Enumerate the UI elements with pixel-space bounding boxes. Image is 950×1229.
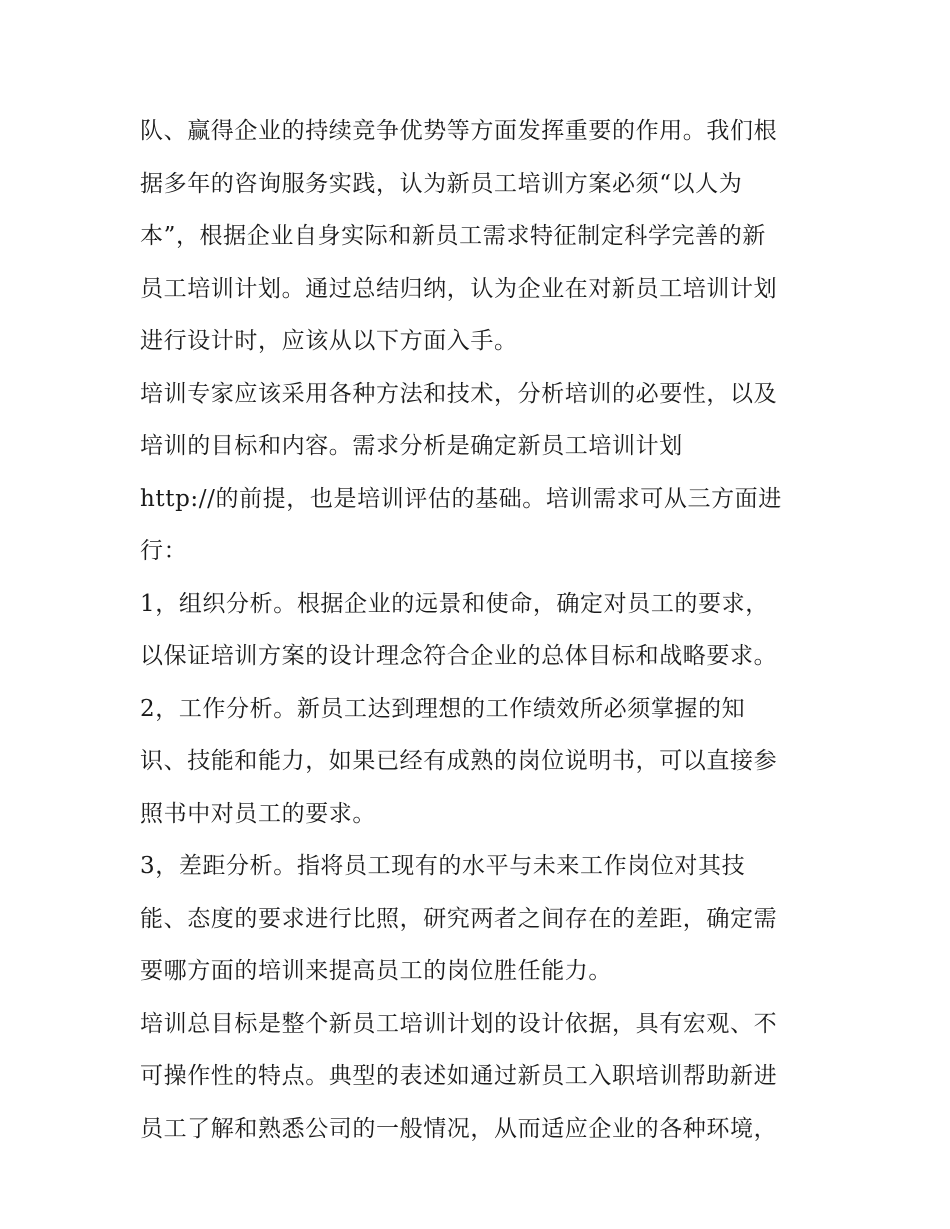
text-line: 队、赢得企业的持续竞争优势等方面发挥重要的作用。我们根: [140, 118, 778, 144]
text-line: 行：: [140, 538, 188, 564]
document-body: [140, 110, 830, 1160]
text-line: 1，组织分析。根据企业的远景和使命，确定对员工的要求，: [140, 590, 769, 617]
text-line: 员工培训计划。通过总结归纳，认为企业在对新员工培训计划: [140, 275, 778, 302]
text-line: 识、技能和能力，如果已经有成熟的岗位说明书，可以直接参: [140, 748, 778, 774]
text-line: 培训专家应该采用各种方法和技术，分析培训的必要性，以及: [140, 380, 778, 407]
text-line: 照书中对员工的要求。: [140, 800, 376, 827]
text-line: 以保证培训方案的设计理念符合企业的总体目标和战略要求。: [140, 643, 778, 669]
text-line: 本”，根据企业自身实际和新员工需求特征制定科学完善的新: [140, 223, 766, 249]
text-line: http://的前提，也是培训评估的基础。培训需求可从三方面进: [140, 485, 782, 512]
text-line: 要哪方面的培训来提高员工的岗位胜任能力。: [140, 958, 612, 984]
text-line: 3，差距分析。指将员工现有的水平与未来工作岗位对其技: [140, 853, 746, 879]
text-line: 进行设计时，应该从以下方面入手。: [140, 328, 518, 354]
text-line: 培训的目标和内容。需求分析是确定新员工培训计划: [140, 433, 683, 459]
text-line: 能、态度的要求进行比照，研究两者之间存在的差距，确定需: [140, 905, 778, 932]
text-line: 可操作性的特点。典型的表述如通过新员工入职培训帮助新进: [140, 1063, 778, 1089]
text-line: 员工了解和熟悉公司的一般情况，从而适应企业的各种环境，: [140, 1115, 778, 1142]
text-line: 2，工作分析。新员工达到理想的工作绩效所必须掌握的知: [140, 695, 746, 722]
text-line: 据多年的咨询服务实践，认为新员工培训方案必须“以人为: [140, 170, 743, 197]
text-line: 培训总目标是整个新员工培训计划的设计依据，具有宏观、不: [140, 1010, 778, 1037]
